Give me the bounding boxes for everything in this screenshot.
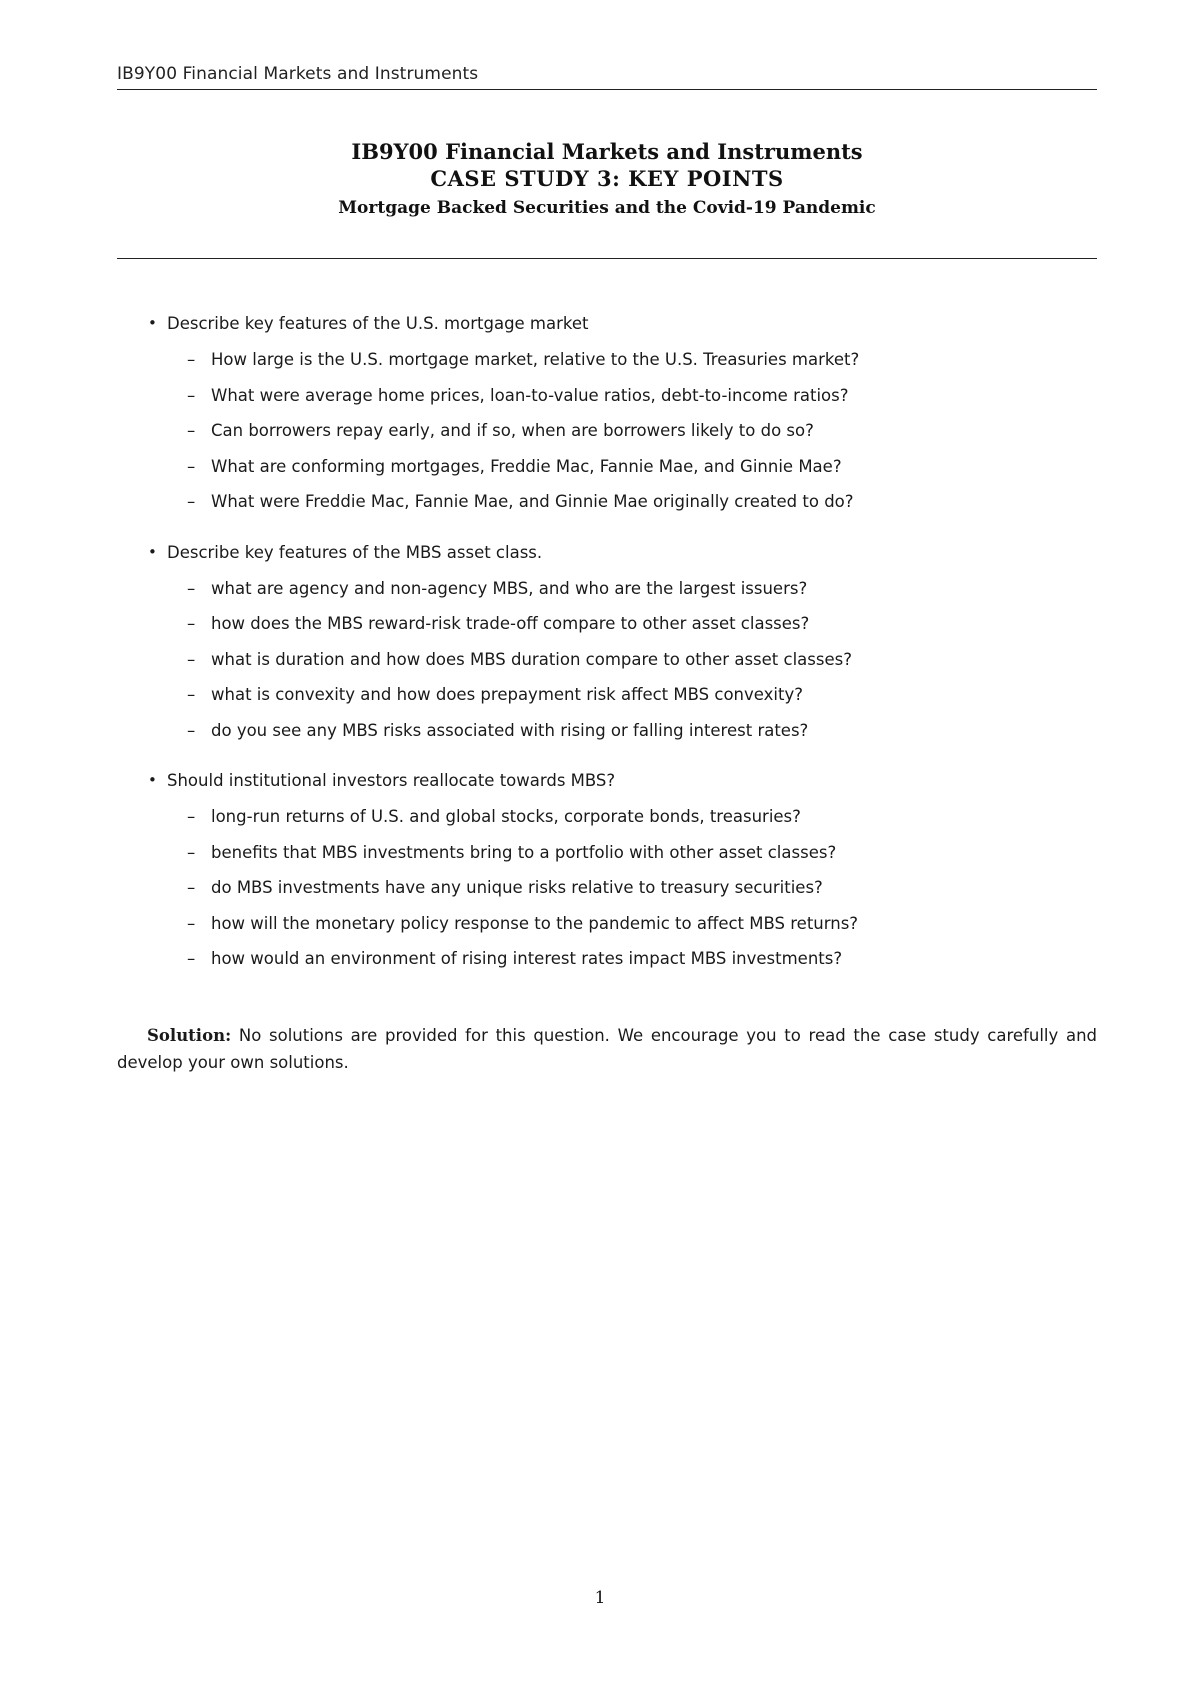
list-item	[167, 349, 1097, 385]
list-item-text: What are conforming mortgages, Freddie Mac, Fannie Mae, and Ginnie Mae?	[211, 456, 842, 476]
list-item	[167, 842, 1097, 878]
dash-icon: –	[187, 649, 196, 669]
topic-institutional-investors	[117, 770, 1097, 984]
case-subtitle: Mortgage Backed Securities and the Covid-19 Pandemic	[338, 198, 876, 218]
dash-icon: –	[187, 578, 196, 598]
dash-icon: –	[187, 720, 196, 740]
running-header: IB9Y00 Financial Markets and Instruments	[117, 64, 479, 84]
list-item-text: Can borrowers repay early, and if so, when are borrowers likely to do so?	[211, 421, 814, 440]
list-item-text: What were average home prices, loan-to-value ratios, debt-to-income ratios?	[211, 385, 849, 405]
dash-icon: –	[187, 492, 196, 511]
sub-item-list	[167, 349, 1097, 527]
list-item-text: how will the monetary policy response to the pandemic to affect MBS returns?	[211, 913, 859, 933]
list-item-text: what is convexity and how does prepayment risk affect MBS convexity?	[211, 685, 803, 704]
list-item-text: what are agency and non-agency MBS, and who are the largest issuers?	[211, 578, 808, 598]
list-item-text: How large is the U.S. mortgage market, relative to the U.S. Treasuries market?	[211, 350, 860, 369]
list-item	[167, 877, 1097, 913]
dash-icon: –	[187, 350, 196, 369]
list-item-text: long-run returns of U.S. and global stocks, corporate bonds, treasuries?	[211, 807, 801, 826]
list-item	[167, 456, 1097, 492]
list-item-text: do MBS investments have any unique risks relative to treasury securities?	[211, 878, 823, 897]
solution-text: No solutions are provided for this question. We encourage you to read the case study carefully and develop your own solutions.	[117, 1026, 1097, 1072]
list-item	[167, 684, 1097, 720]
solution-paragraph	[117, 1022, 1097, 1076]
dash-icon: –	[187, 913, 196, 933]
list-item	[167, 578, 1097, 614]
sub-item-list	[167, 578, 1097, 756]
topic-mbs-asset-class	[117, 542, 1097, 756]
title-rule	[117, 258, 1097, 259]
course-title: IB9Y00 Financial Markets and Instruments	[351, 139, 863, 164]
list-item	[167, 806, 1097, 842]
list-item-text: how would an environment of rising interest rates impact MBS investments?	[211, 949, 843, 968]
list-item	[167, 385, 1097, 421]
key-points-list	[117, 313, 1097, 999]
list-item-text: what is duration and how does MBS duration compare to other asset classes?	[211, 649, 852, 669]
bullet-icon: •	[148, 771, 157, 789]
topic-heading: Describe key features of the U.S. mortgage market	[167, 314, 589, 333]
list-item	[167, 720, 1097, 756]
bullet-icon: •	[148, 542, 157, 561]
list-item-text: how does the MBS reward-risk trade-off compare to other asset classes?	[211, 614, 810, 633]
topic-mortgage-market	[117, 313, 1097, 527]
dash-icon: –	[187, 614, 196, 633]
list-item-text: What were Freddie Mac, Fannie Mae, and Ginnie Mae originally created to do?	[211, 492, 854, 511]
page-number: 1	[594, 1588, 606, 1608]
list-item	[167, 913, 1097, 949]
list-item	[167, 491, 1097, 527]
dash-icon: –	[187, 685, 196, 704]
dash-icon: –	[187, 421, 196, 440]
solution-label: Solution:	[147, 1026, 232, 1045]
title-block	[117, 138, 1097, 222]
list-item	[167, 420, 1097, 456]
list-item	[167, 948, 1097, 984]
dash-icon: –	[187, 807, 196, 826]
list-item-text: benefits that MBS investments bring to a portfolio with other asset classes?	[211, 842, 837, 862]
dash-icon: –	[187, 842, 196, 862]
topic-heading: Describe key features of the MBS asset class.	[167, 542, 543, 562]
bullet-icon: •	[148, 314, 157, 332]
list-item	[167, 649, 1097, 685]
list-item-text: do you see any MBS risks associated with rising or falling interest rates?	[211, 720, 809, 740]
topic-heading: Should institutional investors reallocate towards MBS?	[167, 771, 616, 790]
case-title: CASE STUDY 3: KEY POINTS	[430, 166, 784, 191]
list-item	[167, 613, 1097, 649]
header-rule	[117, 89, 1097, 90]
dash-icon: –	[187, 878, 196, 897]
dash-icon: –	[187, 456, 196, 476]
dash-icon: –	[187, 385, 196, 405]
sub-item-list	[167, 806, 1097, 984]
dash-icon: –	[187, 949, 196, 968]
